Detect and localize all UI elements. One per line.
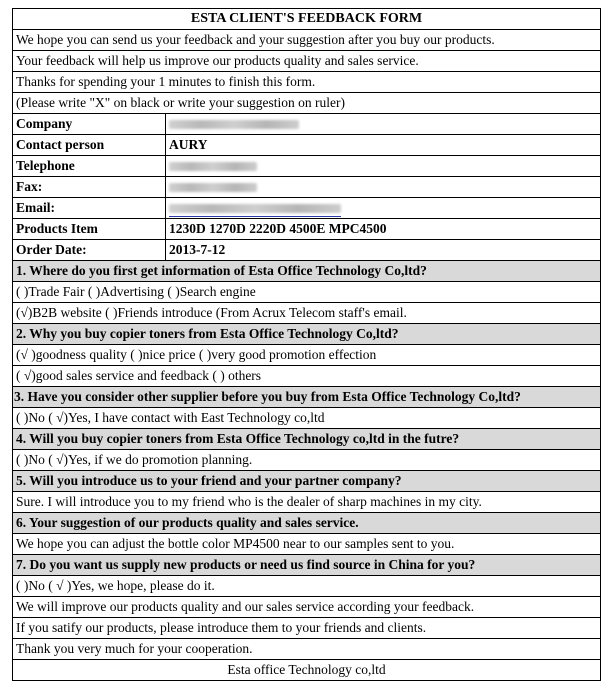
- question-3: 3. Have you consider other supplier before you buy from Esta Office Technology Co,ltd?: [13, 387, 601, 408]
- intro-line: We hope you can send us your feedback and your suggestion after you buy our products.: [13, 30, 601, 51]
- products-item-value[interactable]: 1230D 1270D 2220D 4500E MPC4500: [166, 219, 601, 240]
- intro-line: Your feedback will help us improve our products quality and sales service.: [13, 51, 601, 72]
- question-7-answer[interactable]: ( )No ( √ )Yes, we hope, please do it.: [13, 576, 601, 597]
- question-2: 2. Why you buy copier toners from Esta Office Technology Co,ltd?: [13, 324, 601, 345]
- redacted-text: [169, 183, 257, 192]
- fax-value[interactable]: [166, 177, 601, 198]
- order-date-label: Order Date:: [13, 240, 166, 261]
- intro-line: Thanks for spending your 1 minutes to finish this form.: [13, 72, 601, 93]
- question-4-answer[interactable]: ( )No ( √)Yes, if we do promotion planning.: [13, 450, 601, 471]
- products-item-label: Products Item: [13, 219, 166, 240]
- company-value[interactable]: [166, 114, 601, 135]
- question-5: 5. Will you introduce us to your friend and your partner company?: [13, 471, 601, 492]
- contact-person-value[interactable]: AURY: [166, 135, 601, 156]
- question-1: 1. Where do you first get information of Esta Office Technology Co,ltd?: [13, 261, 601, 282]
- question-5-answer[interactable]: Sure. I will introduce you to my friend who is the dealer of sharp machines in my city.: [13, 492, 601, 513]
- email-label: Email:: [13, 198, 166, 219]
- order-date-value[interactable]: 2013-7-12: [166, 240, 601, 261]
- question-6: 6. Your suggestion of our products quality and sales service.: [13, 513, 601, 534]
- form-title: ESTA CLIENT'S FEEDBACK FORM: [13, 9, 601, 30]
- contact-person-label: Contact person: [13, 135, 166, 156]
- feedback-form: [12, 8, 601, 681]
- question-7: 7. Do you want us supply new products or need us find source in China for you?: [13, 555, 601, 576]
- redacted-text: [169, 162, 257, 171]
- telephone-value[interactable]: [166, 156, 601, 177]
- question-2-options[interactable]: (√ )goodness quality ( )nice price ( )very good promotion effection: [13, 345, 601, 366]
- closing-line: We will improve our products quality and our sales service according your feedback.: [13, 597, 601, 618]
- redacted-text: [169, 120, 299, 129]
- question-2-options[interactable]: ( √)good sales service and feedback ( ) others: [13, 366, 601, 387]
- email-value[interactable]: [166, 198, 601, 219]
- company-label: Company: [13, 114, 166, 135]
- email-link[interactable]: [169, 200, 341, 217]
- question-4: 4. Will you buy copier toners from Esta Office Technology co,ltd in the futre?: [13, 429, 601, 450]
- closing-line: If you satify our products, please introduce them to your friends and clients.: [13, 618, 601, 639]
- telephone-label: Telephone: [13, 156, 166, 177]
- intro-instruction: (Please write "X" on black or write your suggestion on ruler): [13, 93, 601, 114]
- question-6-answer[interactable]: We hope you can adjust the bottle color MP4500 near to our samples sent to you.: [13, 534, 601, 555]
- question-1-options[interactable]: (√)B2B website ( )Friends introduce (From Acrux Telecom staff's email.: [13, 303, 601, 324]
- question-3-answer[interactable]: ( )No ( √)Yes, I have contact with East Technology co,ltd: [13, 408, 601, 429]
- closing-line: Thank you very much for your cooperation.: [13, 639, 601, 660]
- question-1-options[interactable]: ( )Trade Fair ( )Advertising ( )Search engine: [13, 282, 601, 303]
- redacted-text: [169, 204, 341, 213]
- fax-label: Fax:: [13, 177, 166, 198]
- footer-company: Esta office Technology co,ltd: [13, 660, 601, 681]
